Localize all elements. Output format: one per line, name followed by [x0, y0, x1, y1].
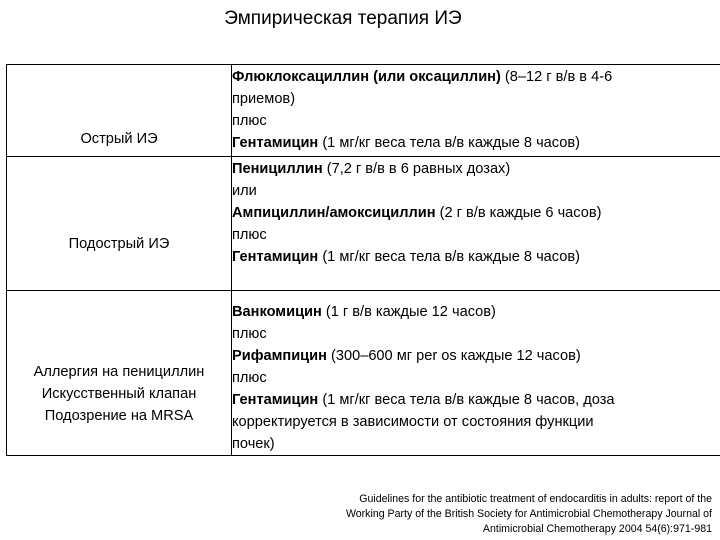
drug-name: Гентамицин — [232, 392, 319, 408]
connector-text: плюс — [232, 227, 267, 243]
connector-text: плюс — [232, 370, 267, 386]
dosage-text: (300–600 мг per os каждые 12 часов) — [326, 348, 581, 364]
dosage-text: (2 г в/в каждые 6 часов) — [435, 205, 602, 221]
table-row — [7, 157, 720, 291]
therapy-table — [6, 64, 720, 456]
dosage-text: (8–12 г в/в в 4-6 — [500, 69, 613, 85]
drug-name: Флюклоксациллин (или оксациллин) — [232, 69, 501, 85]
condition-label: Острый ИЭ — [80, 130, 158, 147]
drug-name: Гентамицин — [232, 135, 319, 151]
drug-name: Ампициллин/амоксициллин — [232, 205, 436, 221]
dosage-text: корректируется в зависимости от состояния функции — [232, 414, 594, 430]
condition-cell — [7, 65, 232, 157]
drug-name: Гентамицин — [232, 249, 319, 265]
citation — [272, 492, 712, 537]
connector-text: плюс — [232, 326, 267, 342]
dosage-text: почек) — [232, 436, 275, 452]
condition-cell — [7, 157, 232, 291]
condition-cell — [7, 291, 232, 456]
regimen-cell — [232, 65, 720, 157]
dosage-text: приемов) — [232, 91, 296, 107]
condition-label: Аллергия на пенициллин — [33, 364, 205, 380]
dosage-text: (1 мг/кг веса тела в/в каждые 8 часов, доза — [318, 392, 615, 408]
drug-name: Пенициллин — [232, 161, 323, 177]
condition-label: Подозрение на MRSA — [44, 408, 194, 424]
citation-line: Guidelines for the antibiotic treatment of endocarditis in adults: report of the — [359, 493, 712, 505]
drug-name: Ванкомицин — [232, 304, 322, 320]
table-row — [7, 291, 720, 456]
connector-text: плюс — [232, 113, 267, 129]
citation-line: Antimicrobial Chemotherapy 2004 54(6):971-981 — [482, 523, 712, 535]
condition-label: Подострый ИЭ — [68, 235, 170, 252]
regimen-cell — [232, 291, 720, 456]
dosage-text: (7,2 г в/в в 6 равных дозах) — [322, 161, 511, 177]
dosage-text: (1 мг/кг веса тела в/в каждые 8 часов) — [318, 249, 580, 265]
dosage-text: (1 г в/в каждые 12 часов) — [321, 304, 496, 320]
table-row — [7, 65, 720, 157]
drug-name: Рифампицин — [232, 348, 327, 364]
condition-label: Искусственный клапан — [41, 386, 197, 402]
citation-line: Working Party of the British Society for Antimicrobial Chemotherapy Journal of — [345, 508, 712, 520]
connector-text: или — [232, 183, 257, 199]
page-title: Эмпирическая терапия ИЭ — [224, 8, 462, 29]
dosage-text: (1 мг/кг веса тела в/в каждые 8 часов) — [318, 135, 580, 151]
regimen-cell — [232, 157, 720, 291]
